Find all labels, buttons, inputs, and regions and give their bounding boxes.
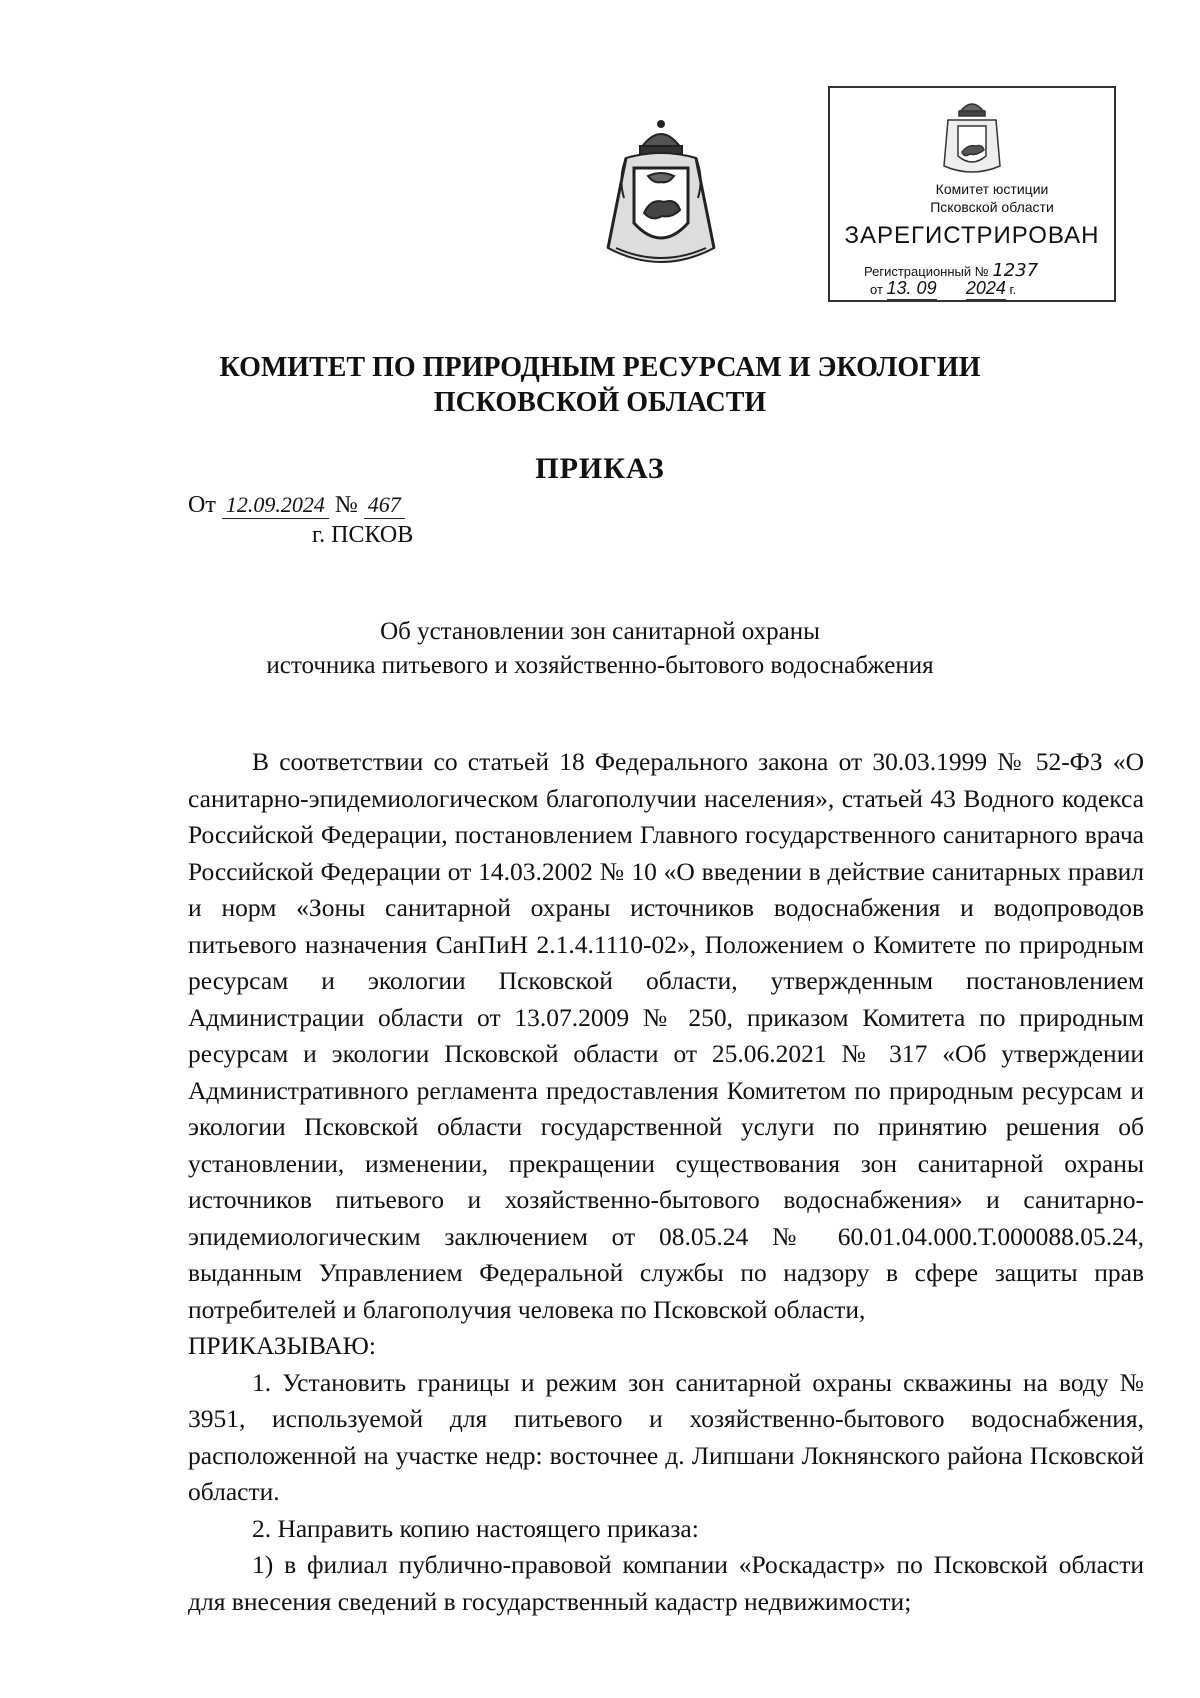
order-title: ПРИКАЗ — [535, 452, 665, 485]
stamp-org-line1: Комитет юстиции — [935, 181, 1049, 197]
subject-line2: источника питьевого и хозяйственно-бытового водоснабжения — [266, 652, 934, 679]
order-date-prefix: От — [188, 492, 216, 518]
stamp-emblem-icon — [930, 94, 1014, 178]
order-date: 12.09.2024 — [222, 492, 329, 519]
stamp-registered-label: ЗАРЕГИСТРИРОВАН — [844, 222, 1100, 249]
order-body — [188, 744, 1144, 1620]
stamp-date-day-month: 13. 09 — [886, 278, 937, 298]
stamp-date-prefix: от — [870, 282, 883, 297]
item-2-paragraph: 2. Направить копию настоящего приказа: — [252, 1513, 699, 1543]
order-number: 467 — [364, 492, 405, 519]
coat-of-arms-emblem — [596, 118, 726, 278]
item-1-paragraph: 1. Установить границы и режим зон санитарной охраны скважины на воду № 3951, используемой для питьевого и хозяйственно-бытового водоснабжения, расположенной на участке недр: восточнее д. Липшани Локнянского района Псковской области. — [188, 1367, 1144, 1506]
preamble-paragraph: В соответствии со статьей 18 Федерального закона от 30.03.1999 № 52-ФЗ «О санитарно-эпидемиологическом благополучии населения», статьей 43 Водного кодекса Российской Федерации, постановлением Главного государственного санитарного врача Российской Федерации от 14.03.2002 № 10 «О введении в действие санитарных правил и норм «Зоны санитарной охраны источников водоснабжения и водопроводов питьевого назначения СанПиН 2.1.4.1110-02», Положением о Комитете по природным ресурсам и экологии Псковской области, утвержденным постановлением Администрации области от 13.07.2009 № 250, приказом Комитета по природным ресурсам и экологии Псковской области от 25.06.2021 № 317 «Об утверждении Административного регламента предоставления Комитетом по природным ресурсам и экологии Псковской области государственной услуги по принятию решения об установлении, изменении, прекращении существования зон санитарной охраны источников питьевого и хозяйственно-бытового водоснабжения» и санитарно-эпидемиологическим заключением от 08.05.24 № 60.01.04.000.Т.000088.05.24, выданным Управлением Федеральной службы по надзору в сфере защиты прав потребителей и благополучия человека по Псковской области, — [188, 747, 1144, 1324]
header-line2: ПСКОВСКОЙ ОБЛАСТИ — [433, 387, 767, 418]
item-2-1-paragraph: 1) в филиал публично-правовой компании «Роскадастр» по Псковской области для внесения сведений в государственный кадастр недвижимости; — [188, 1550, 1144, 1616]
subject-line1: Об установлении зон санитарной охраны — [380, 618, 820, 645]
stamp-reg-number: 1237 — [992, 260, 1039, 281]
registration-stamp — [828, 86, 1116, 302]
stamp-org-line2: Псковской области — [930, 199, 1054, 215]
stamp-date-suffix: г. — [1009, 282, 1017, 297]
command-word: ПРИКАЗЫВАЮ: — [188, 1331, 376, 1360]
order-date-line — [188, 492, 405, 519]
header-line1: КОМИТЕТ ПО ПРИРОДНЫМ РЕСУРСАМ И ЭКОЛОГИИ — [219, 352, 981, 383]
stamp-date-line — [870, 278, 1016, 300]
order-city: г. ПСКОВ — [312, 522, 414, 548]
stamp-date-year: 2024 — [965, 278, 1006, 298]
order-number-prefix: № — [334, 492, 358, 518]
stamp-reg-number-label: Регистрационный № — [864, 264, 989, 279]
